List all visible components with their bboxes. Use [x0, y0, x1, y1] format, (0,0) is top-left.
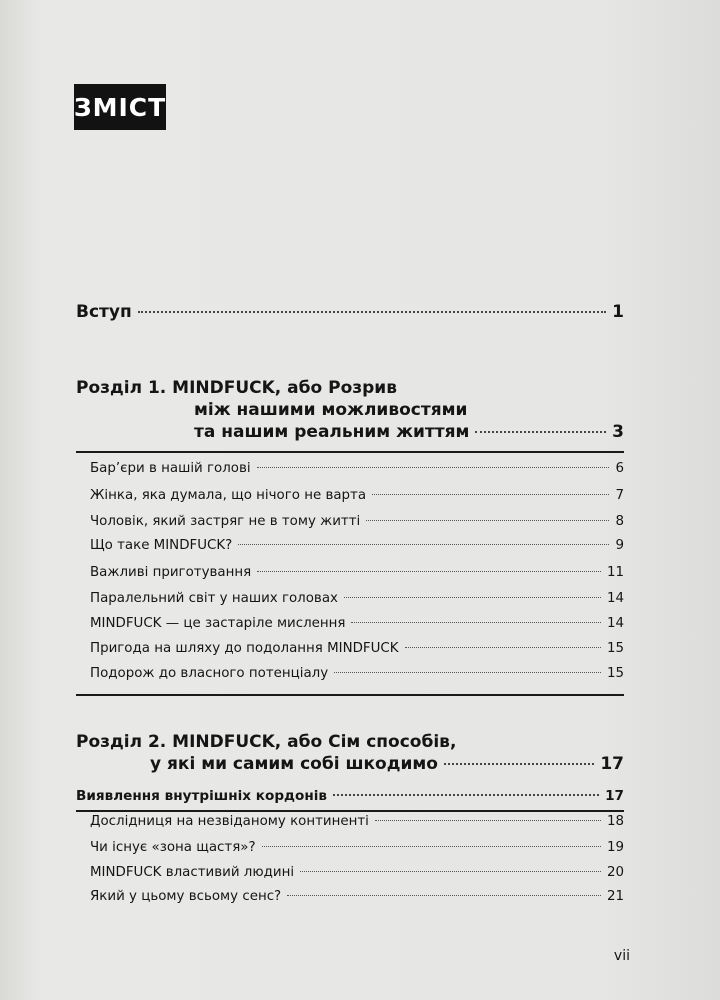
chapter1-title-line-3: та нашим реальним життям [194, 422, 470, 442]
toc-entry[interactable] [90, 591, 624, 606]
toc-entry-label: Дослідниця на незвіданому континенті [90, 814, 369, 829]
toc-entry-page: 19 [606, 840, 624, 855]
toc-section-label: Виявлення внутрішніх кордонів [76, 788, 328, 804]
toc-entry[interactable] [90, 814, 624, 829]
dot-leader [257, 467, 610, 468]
toc-entry-page: 15 [606, 641, 624, 656]
toc-entry-label: Що таке MINDFUCK? [90, 538, 233, 553]
toc-entry-page: 15 [606, 666, 624, 681]
divider [76, 451, 624, 453]
toc-entry[interactable] [90, 889, 624, 904]
toc-entry[interactable] [90, 641, 624, 656]
toc-entry-page: 18 [606, 814, 624, 829]
toc-entry-label: Подорож до власного потенціалу [90, 666, 329, 681]
toc-entry-page: 11 [606, 565, 624, 580]
toc-section-page: 17 [605, 788, 624, 804]
dot-leader [372, 494, 609, 495]
toc-entry[interactable] [90, 514, 624, 529]
toc-entry-label: Важливі приготування [90, 565, 252, 580]
dot-leader [444, 763, 594, 765]
toc-entry-label: MINDFUCK властивий людині [90, 865, 295, 880]
dot-leader [405, 647, 601, 648]
dot-leader [351, 622, 600, 623]
toc-entry-page: 14 [606, 591, 624, 606]
toc-entry-label: Пригода на шляху до подолання MINDFUCK [90, 641, 399, 656]
toc-entry-page: 21 [606, 889, 624, 904]
toc-entry-label: Чи існує «зона щастя»? [90, 840, 256, 855]
dot-leader [366, 520, 609, 521]
toc-entry-label: Жінка, яка думала, що нічого не варта [90, 488, 367, 503]
dot-leader [262, 846, 601, 847]
dot-leader [344, 597, 601, 598]
dot-leader [238, 544, 609, 545]
toc-entry[interactable] [90, 865, 624, 880]
toc-entry-label: Вступ [76, 302, 132, 322]
chapter1-title-line-2: між нашими можливостями [194, 400, 468, 420]
chapter2-title-line-1: Розділ 2. MINDFUCK, або Сім способів, [76, 732, 457, 752]
chapter1-page: 3 [612, 422, 624, 442]
page-folio: vii [613, 948, 630, 964]
toc-entry-page: 6 [615, 461, 624, 476]
dot-leader [333, 794, 599, 796]
dot-leader [375, 820, 601, 821]
dot-leader [257, 571, 601, 572]
toc-entry-intro[interactable] [76, 302, 624, 322]
toc-entry-label: Який у цьому всьому сенс? [90, 889, 282, 904]
toc-entry-label: Чоловік, який застряг не в тому житті [90, 514, 361, 529]
divider [76, 694, 624, 696]
dot-leader [138, 311, 606, 313]
toc-entry[interactable] [90, 666, 624, 681]
toc-entry[interactable] [90, 565, 624, 580]
toc-entry[interactable] [90, 538, 624, 553]
toc-entry-page: 14 [606, 616, 624, 631]
dot-leader [300, 871, 601, 872]
toc-entry-page: 20 [606, 865, 624, 880]
toc-entry-page: 1 [612, 302, 624, 322]
chapter2-page: 17 [600, 754, 624, 774]
toc-entry-label: Бар’єри в нашій голові [90, 461, 251, 476]
toc-entry-chapter1[interactable] [194, 422, 624, 442]
contents-title: ЗМІСТ [74, 84, 166, 130]
toc-entry-page: 7 [615, 488, 624, 503]
dot-leader [287, 895, 601, 896]
toc-entry[interactable] [90, 616, 624, 631]
toc-entry-label: Паралельний світ у наших головах [90, 591, 338, 606]
toc-entry-chapter2[interactable] [150, 754, 624, 774]
chapter1-title-line-1: Розділ 1. MINDFUCK, або Розрив [76, 378, 397, 398]
toc-entry[interactable] [90, 840, 624, 855]
dot-leader [475, 431, 606, 433]
toc-entry-page: 9 [615, 538, 624, 553]
toc-entry[interactable] [90, 461, 624, 476]
divider [76, 810, 624, 812]
toc-entry[interactable] [90, 488, 624, 503]
toc-entry-page: 8 [615, 514, 624, 529]
chapter2-title-line-2: у які ми самим собі шкодимо [150, 754, 438, 774]
toc-entry-label: MINDFUCK — це застаріле мислення [90, 616, 346, 631]
dot-leader [334, 672, 601, 673]
toc-section-entry[interactable] [76, 788, 624, 804]
